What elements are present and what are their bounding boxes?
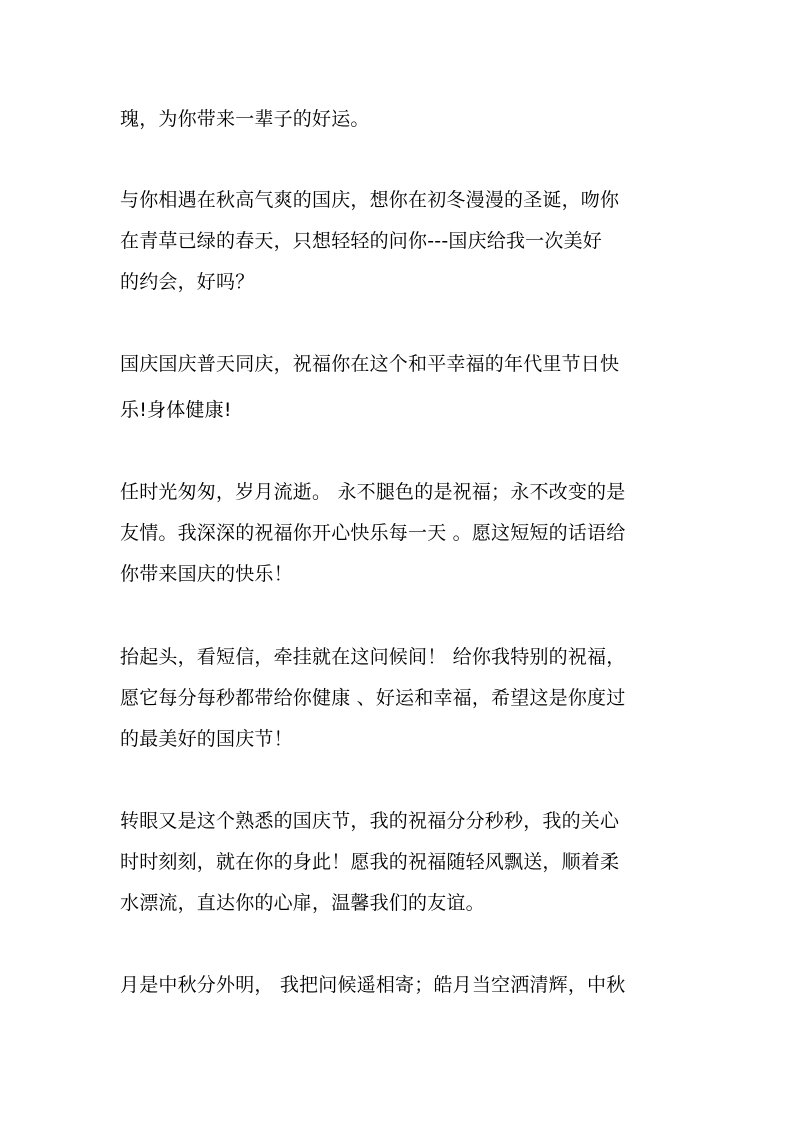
text-line: 乐!身体健康! bbox=[120, 399, 232, 421]
text-line: 时时刻刻，就在你的身此！愿我的祝福随轻风飘送，顺着柔 bbox=[120, 851, 620, 873]
text-line: 水漂流，直达你的心扉，温馨我们的友谊。 bbox=[120, 892, 485, 914]
text-line: 友情。我深深的祝福你开心快乐每一天 。愿这短短的话语给 bbox=[120, 522, 626, 544]
text-line: 月是中秋分外明， 我把问候遥相寄；皓月当空洒清辉，中秋 bbox=[120, 974, 626, 996]
text-line: 的最美好的国庆节！ bbox=[120, 728, 293, 750]
text-line: 转眼又是这个熟悉的国庆节，我的祝福分分秒秒，我的关心 bbox=[120, 810, 620, 832]
text-line: 你带来国庆的快乐！ bbox=[120, 563, 293, 585]
text-line: 在青草已绿的春天，只想轻轻的问你---国庆给我一次美好 bbox=[120, 230, 602, 252]
text-line: 愿它每分每秒都带给你健康 、好运和幸福，希望这是你度过 bbox=[120, 687, 626, 709]
text-line: 与你相遇在秋高气爽的国庆，想你在初冬漫漫的圣诞，吻你 bbox=[120, 189, 620, 211]
text-line: 任时光匆匆，岁月流逝。 永不腿色的是祝福；永不改变的是 bbox=[120, 481, 626, 503]
text-line: 国庆国庆普天同庆，祝福你在这个和平幸福的年代里节日快 bbox=[120, 353, 620, 375]
text-line: 抬起头，看短信，牵挂就在这问候间！ 给你我特别的祝福， bbox=[120, 646, 626, 668]
text-line: 的约会，好吗？ bbox=[120, 271, 255, 293]
text-line: 瑰，为你带来一辈子的好运。 bbox=[120, 108, 370, 130]
